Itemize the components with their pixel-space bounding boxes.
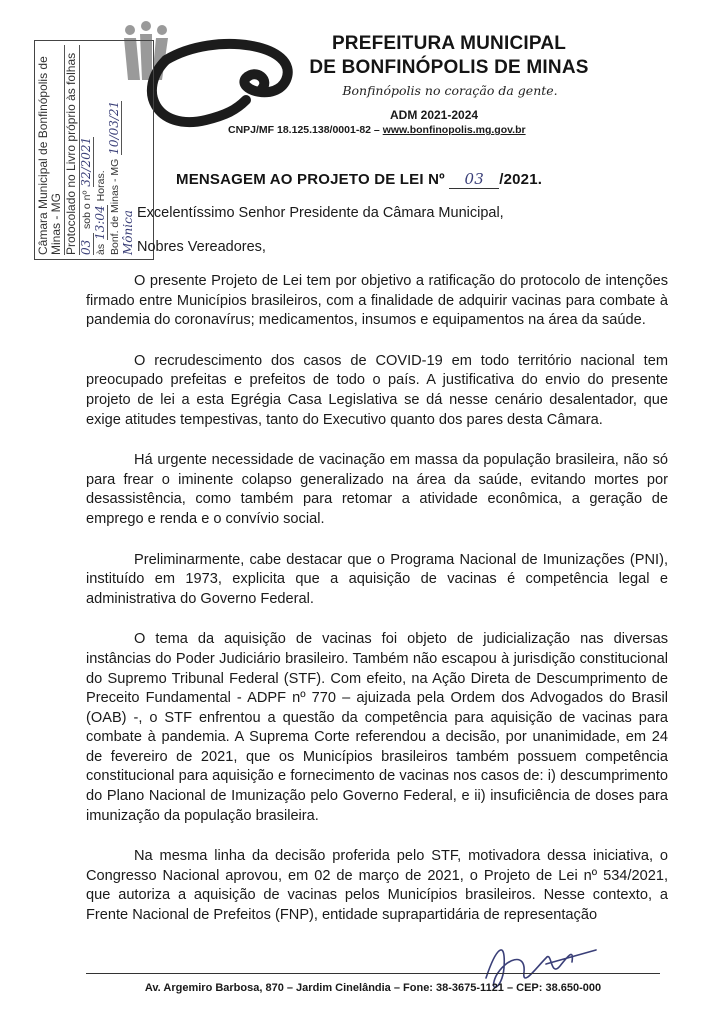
org-name-line1: PREFEITURA MUNICIPAL <box>331 33 567 54</box>
footer-address: Av. Argemiro Barbosa, 870 – Jardim Cinelândia – Fone: 38-3675-1121 – CEP: 38.650-000 <box>144 982 602 994</box>
stamp-sob-label: sob o nº <box>81 190 93 229</box>
message-body <box>86 272 668 947</box>
stamp-as-label: às <box>95 243 107 255</box>
stamp-date-value: 10/03/21 <box>107 100 121 155</box>
title-suffix: /2021. <box>499 171 543 188</box>
stamp-signature-note: Mônica <box>121 210 135 255</box>
stamp-city-label: Bonf. de Minas - MG <box>109 158 121 255</box>
title-prefix: MENSAGEM AO PROJETO DE LEI Nº <box>176 171 445 188</box>
paragraph: O tema da aquisição de vacinas foi objeto de judicialização nas diversas instâncias do Poder Judiciário brasileiro. Também não escapou à jurisdição constitucional do Supremo Tribunal Federal (STF). Com efeito, na Ação Direta de Descumprimento de Preceito Fundamental - ADPF nº 770 – ajuizada pela Ordem dos Advogados do Brasil (OAB) -, o STF enfrentou a questão da competência para aquisição de vacinas para combate à pandemia. A Suprema Corte referendou a decisão, por unanimidade, em 24 de fevereiro de 2021, que os Municípios brasileiros também possuem competência constitucional para aquisição e fornecimento de vacinas nos casos de: i) descumprimento do Plano Nacional de Imunização pelo Governo Federal, e ii) insuficiência de doses para imunização da população brasileira. <box>86 631 668 824</box>
letterhead-slogan: Bonfinópolis no coração da gente. <box>342 83 558 98</box>
stamp-chamber-name: Câmara Municipal de Bonfinópolis de Minas - MG <box>37 45 65 255</box>
cnpj-text: CNPJ/MF 18.125.138/0001-82 – <box>228 124 383 136</box>
paragraph: Na mesma linha da decisão proferida pelo STF, motivadora dessa iniciativa, o Congresso Nacional aprovou, em 02 de março de 2021, o Projeto de Lei nº 534/2021, que autoriza a aquisição de vacinas pelos Municípios brasileiros. Nesse contexto, a Frente Nacional de Prefeitos (FNP), entidade suprapartidária de representação <box>86 848 668 924</box>
paragraph: O presente Projeto de Lei tem por objetivo a ratificação do protocolo de intenções firmado entre Municípios brasileiros, com a finalidade de adquirir vacinas para combate à pandemia do coronavírus; medicamentos, insumos e equipamentos na área da saúde. <box>86 273 668 329</box>
footer-divider <box>86 973 660 974</box>
title-number: 03 <box>449 170 499 189</box>
stamp-folhas-value: 03 <box>80 233 94 255</box>
stamp-protocol-number: 32/2021 <box>79 136 93 187</box>
greeting-councillors: Nobres Vereadores, <box>137 239 266 255</box>
stamp-horas-label: Horas. <box>95 170 107 202</box>
protocol-stamp <box>34 40 154 260</box>
paragraph: Preliminarmente, cabe destacar que o Programa Nacional de Imunizações (PNI), instituído em 1973, explicita que a aquisição de vacinas é competência legal e administrativa do Governo Federal. <box>86 551 668 607</box>
stamp-time-value: 13:04 <box>93 205 107 240</box>
paragraph: Há urgente necessidade de vacinação em massa da população brasileira, não só para frear o iminente colapso generalizado na área da saúde, evitando mortes por desassistência, como também para retomar a atividade econômica, a geração de emprego e renda e o convívio social. <box>86 452 668 527</box>
letterhead-cnpj <box>228 124 526 136</box>
website-link[interactable]: www.bonfinopolis.mg.gov.br <box>382 124 526 136</box>
stamp-protocol-label: Protocolado no Livro próprio às folhas <box>65 45 80 255</box>
document-title <box>176 170 542 189</box>
greeting-president: Excelentíssimo Senhor Presidente da Câmara Municipal, <box>137 205 504 221</box>
org-name-line2: DE BONFINÓPOLIS DE MINAS <box>309 57 589 78</box>
letterhead-adm: ADM 2021-2024 <box>390 108 479 122</box>
letterhead-organization <box>284 32 614 80</box>
paragraph: O recrudescimento dos casos de COVID-19 em todo território nacional tem preocupado prefeitas e prefeitos de todo o país. A justificativa do envio do presente projeto de lei a esta Egrégia Casa Legislativa se dá nesse cenário desalentador, que exige atitudes tempestivas, tanto do Executivo quanto dos pares desta Câmara. <box>86 352 668 428</box>
